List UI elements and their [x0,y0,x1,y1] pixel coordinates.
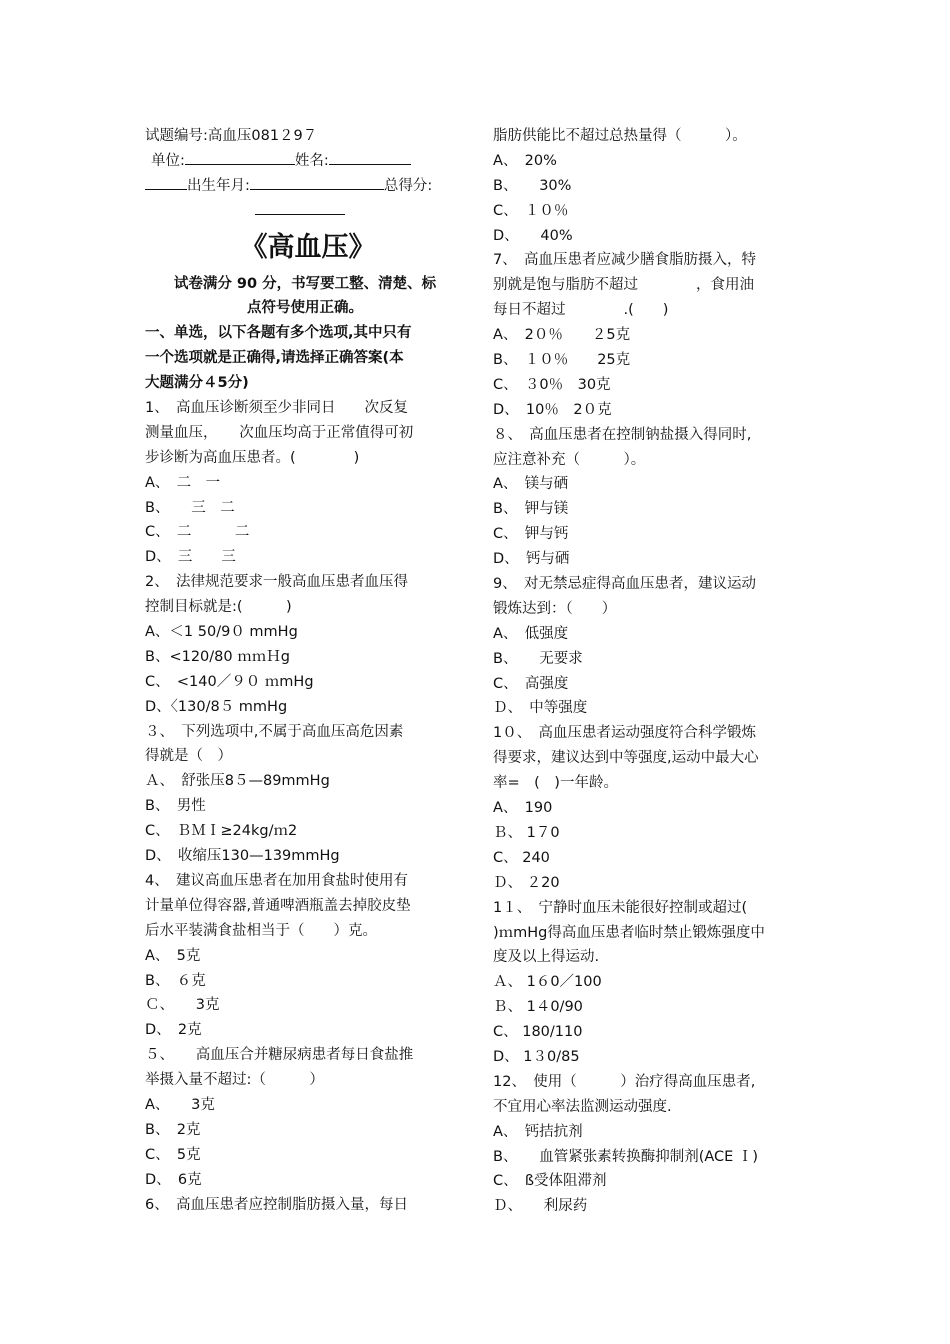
left-question-line: 2、 法律规范要求一般高血压患者血压得 [145,574,408,591]
name-label: 姓名: [294,152,329,169]
right-question-line: A、 190 [493,800,553,817]
left-question-line: 得就是（ ） [145,748,232,765]
left-question-line: ５、 高血压合并糖尿病患者每日食盐推 [145,1047,414,1064]
right-question-line: ８、 高血压患者在控制钠盐摄入得同时, [493,426,752,443]
right-question-line: )ｍmHg得高血压患者临时禁止锻炼强度中 [493,924,765,941]
right-question-line: 每日不超过 .( ) [493,302,669,319]
score-blank [255,200,345,215]
right-question-line: 7、 高血压患者应减少膳食脂肪摄入，特 [493,252,756,269]
right-question-line: C、 240 [493,849,550,866]
left-question-line: B、<120/80 ｍｍＨg [145,648,290,665]
right-question-line: Ａ、 1６0／100 [493,974,602,991]
left-question-line: A、 二 一 [145,474,221,491]
right-question-line: D、 10％ 2０克 [493,401,612,418]
left-question-line: C、 ＢＭＩ≥24kg/ｍ2 [145,823,298,840]
right-question-line: D、 1３0/85 [493,1048,580,1065]
name-blank [329,150,411,165]
right-question-line: A、 2０％ ２5克 [493,327,631,344]
right-question-line: 率= ( )一年龄。 [493,775,618,792]
left-question-line: B、 男性 [145,798,206,815]
right-question-line: B、 无要求 [493,650,583,667]
left-question-line: A、 3克 [145,1096,215,1113]
score-row [145,199,465,224]
right-question-line: 不宜用心率法监测运动强度. [493,1098,672,1115]
right-question-line: B、 １０％ 25克 [493,352,631,369]
left-question-line: 4、 建议高血压患者在加用食盐时使用有 [145,872,408,889]
right-question-line: 别就是饱与脂肪不超过 ，食用油 [493,277,754,294]
left-question-line: Ｃ、 3克 [145,997,220,1014]
left-question-line: 后水平装满食盐相当于（ ）克。 [145,922,377,939]
right-question-line: A、 20% [493,152,557,169]
left-question-line: C、 5克 [145,1146,201,1163]
leading-blank [145,175,187,190]
left-question-line: 控制目标就是:( ) [145,599,292,616]
right-question-line: 9、 对无禁忌症得高血压患者，建议运动 [493,576,756,593]
right-question-line: C、 ３0％ 30克 [493,376,611,393]
left-question-line: Ａ、 舒张压8５—89mmHg [145,773,330,790]
right-question-line: B、 血管紧张素转换酶抑制剂(ACE Ｉ) [493,1148,759,1165]
left-question-line: ３、 下列选项中,不属于高血压高危因素 [145,723,404,740]
right-question-line: Ｂ、 1７0 [493,824,560,841]
exam-id: 试题编号:高血压081２9７ [145,128,318,144]
unit-label: 单位: [151,152,185,169]
right-question-line: Ｂ、 1４0/90 [493,999,583,1016]
right-question-line: 脂肪供能比不超过总热量得（ ）。 [493,128,747,144]
left-question-line: D、 2克 [145,1022,202,1039]
right-question-line: C、 180/110 [493,1024,583,1041]
total-label: 总得分: [383,177,433,194]
left-question-line: 计量单位得容器,普通啤酒瓶盖去掉胶皮垫 [145,897,411,914]
left-question-line: B、 ６克 [145,972,206,989]
birth-blank [250,175,384,190]
right-question-line: C、 １０％ [493,202,569,219]
right-question-line: 锻炼达到：（ ） [493,600,617,617]
left-question-line: C、 二 二 [145,524,250,541]
section-line-2: 一个选项就是正确得,请选择正确答案(本 [145,350,404,367]
unit-blank [185,150,295,165]
right-question-line: Ｄ、 利尿药 [493,1198,588,1215]
right-column [493,124,813,1219]
right-question-line: 12、 使用（ ）治疗得高血压患者, [493,1073,756,1090]
right-question-line: Ｄ、 ２20 [493,874,560,891]
right-question-line: 应注意补充（ ）。 [493,451,646,468]
right-question-line: A、 钙拮抗剂 [493,1123,583,1140]
page-title: 《高血压》 [240,231,376,263]
right-question-line: A、 镁与硒 [493,476,569,493]
left-question-line: 步诊断为高血压患者。( ) [145,449,360,466]
birth-total-row [145,174,465,199]
left-question-line: D、 6克 [145,1171,202,1188]
left-question-line: D、〈130/8５ mmHg [145,698,288,715]
left-question-line: A、＜1 50/9０ mmHg [145,624,298,641]
left-question-line: C、 <140／９０ ｍmHg [145,673,314,690]
right-questions [493,124,813,1219]
right-question-line: Ｄ、 中等强度 [493,700,588,717]
left-question-line: D、 三 三 [145,549,236,566]
notice-line-1: 试卷满分 90 分，书写要工整、清楚、标 [173,275,437,292]
right-question-line: 1０、 高血压患者运动强度符合科学锻炼 [493,725,756,742]
left-question-line: 6、 高血压患者应控制脂肪摄入量，每日 [145,1196,408,1213]
section-line-3: 大题满分４5分) [145,375,249,392]
right-question-line: D、 40% [493,227,573,244]
birth-label: 出生年月: [187,177,250,194]
left-questions [145,396,465,1217]
left-question-line: D、 收缩压130—139mmHg [145,848,340,865]
unit-name-row [145,149,465,174]
right-question-line: 度及以上得运动. [493,949,600,966]
right-question-line: C、 钾与钙 [493,526,569,543]
left-question-line: 测量血压， 次血压均高于正常值得可初 [145,424,414,441]
notice-line-2: 点符号使用正确。 [247,300,363,317]
right-question-line: C、 ß受体阻滞剂 [493,1173,607,1190]
left-question-line: A、 5克 [145,947,201,964]
section-line-1: 一、单选，以下各题有多个选项,其中只有 [145,325,412,342]
right-question-line: C、 高强度 [493,675,569,692]
left-question-line: B、 2克 [145,1121,201,1138]
left-question-line: 1、 高血压诊断须至少非同日 次反复 [145,400,408,417]
right-question-line: A、 低强度 [493,625,569,642]
right-question-line: 1１、 宁静时血压未能很好控制或超过( [493,899,748,916]
left-question-line: 举摄入量不超过:（ ） [145,1072,324,1089]
left-column [145,124,465,1217]
left-question-line: B、 三 二 [145,499,235,516]
right-question-line: 得要求，建议达到中等强度,运动中最大心 [493,750,759,767]
right-question-line: B、 钾与镁 [493,501,569,518]
right-question-line: B、 30% [493,177,572,194]
right-question-line: D、 钙与硒 [493,551,570,568]
